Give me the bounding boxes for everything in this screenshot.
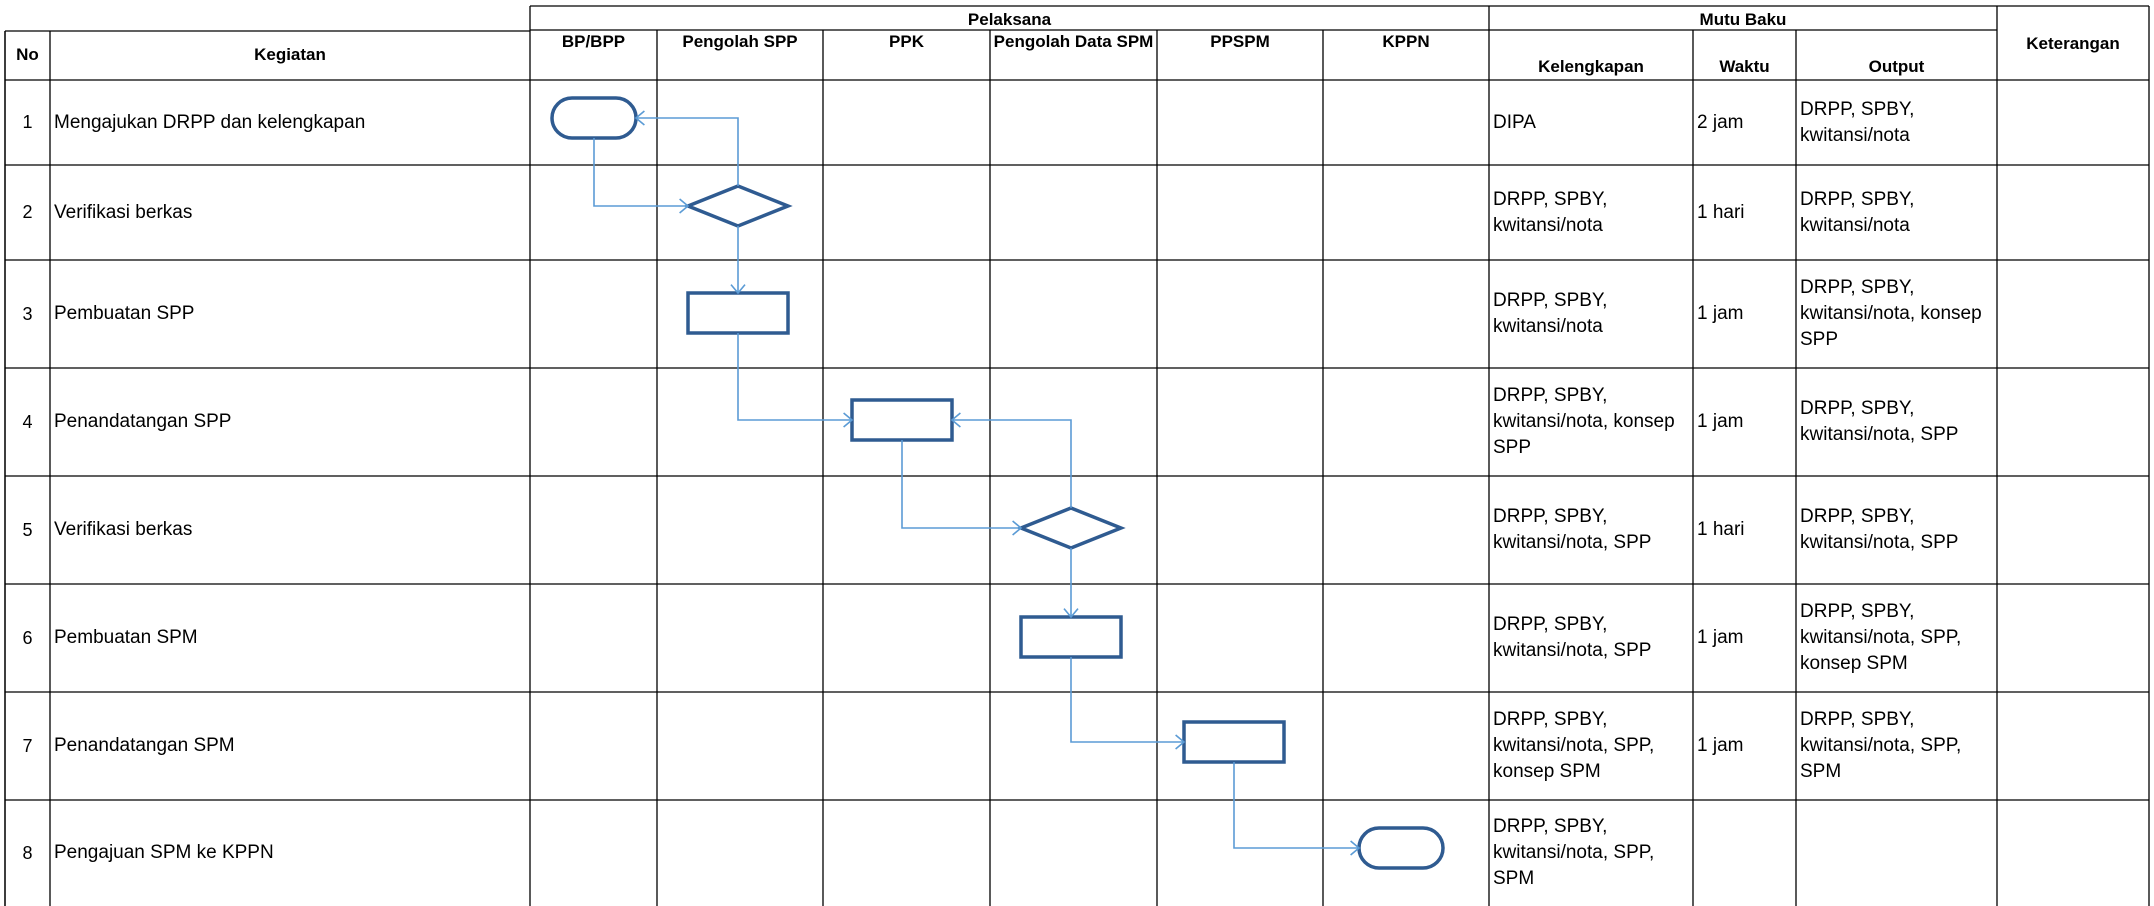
process-shape-s3 xyxy=(688,293,788,333)
row-number: 6 xyxy=(22,627,33,648)
row-kelengkapan: DRPP, SPBY, kwitansi/nota xyxy=(1493,188,1608,236)
row-waktu: 1 hari xyxy=(1697,519,1745,540)
row-waktu: 1 jam xyxy=(1697,735,1744,756)
header-lane-2: PPK xyxy=(889,32,924,51)
row-number: 7 xyxy=(22,735,33,756)
header-lane-0: BP/BPP xyxy=(561,32,626,51)
row-number: 8 xyxy=(22,842,33,863)
row-waktu: 1 hari xyxy=(1697,201,1745,223)
row-number: 2 xyxy=(22,202,33,222)
row-kegiatan: Verifikasi berkas xyxy=(54,519,193,540)
row-output: DRPP, SPBY, kwitansi/nota, SPP xyxy=(1800,398,1959,445)
row-waktu: 1 jam xyxy=(1697,303,1744,324)
header-lane-3: Pengolah Data SPM xyxy=(993,32,1154,51)
header-mutu-baku: Mutu Baku xyxy=(1699,10,1787,29)
connector-line-4 xyxy=(902,440,1021,528)
row-waktu: 2 jam xyxy=(1697,111,1744,133)
row-kegiatan: Mengajukan DRPP dan kelengkapan xyxy=(54,111,366,133)
row-kegiatan: Pembuatan SPP xyxy=(54,303,195,324)
row-kelengkapan: DRPP, SPBY, kwitansi/nota, konsep SPP xyxy=(1493,385,1675,458)
header-mutu-0: Kelengkapan xyxy=(1538,57,1644,76)
terminator-shape-s8 xyxy=(1359,828,1443,868)
connector-line-5 xyxy=(952,420,1071,508)
row-waktu: 1 jam xyxy=(1697,411,1744,432)
row-kelengkapan: DRPP, SPBY, kwitansi/nota, SPP xyxy=(1493,506,1652,553)
row-kelengkapan: DRPP, SPBY, kwitansi/nota, SPP, konsep SPM xyxy=(1493,709,1655,782)
row-output: DRPP, SPBY, kwitansi/nota, konsep SPP xyxy=(1800,277,1982,350)
connector-line-7 xyxy=(1071,657,1184,742)
connector-line-8 xyxy=(1234,762,1359,848)
row-kelengkapan: DIPA xyxy=(1493,111,1536,133)
connector-line-0 xyxy=(594,138,688,206)
row-kelengkapan: DRPP, SPBY, kwitansi/nota, SPP xyxy=(1493,614,1652,661)
row-kelengkapan: DRPP, SPBY, kwitansi/nota xyxy=(1493,290,1608,337)
row-output: DRPP, SPBY, kwitansi/nota, SPP, SPM xyxy=(1800,709,1962,782)
header-mutu-1: Waktu xyxy=(1719,57,1770,76)
row-output: DRPP, SPBY, kwitansi/nota xyxy=(1800,98,1915,146)
row-kegiatan: Pengajuan SPM ke KPPN xyxy=(54,842,274,863)
terminator-shape-s1 xyxy=(552,98,636,138)
header-no: No xyxy=(16,45,39,64)
row-kegiatan: Verifikasi berkas xyxy=(54,201,193,223)
process-shape-s7 xyxy=(1184,722,1284,762)
decision-shape-s5 xyxy=(1021,508,1121,548)
row-waktu: 1 jam xyxy=(1697,627,1744,648)
header-lane-4: PPSPM xyxy=(1210,32,1270,51)
header-keterangan: Keterangan xyxy=(2026,34,2120,53)
connector-line-3 xyxy=(738,333,852,420)
row-number: 3 xyxy=(22,303,33,324)
row-kegiatan: Pembuatan SPM xyxy=(54,627,198,648)
header-kegiatan: Kegiatan xyxy=(254,45,326,64)
header-lane-1: Pengolah SPP xyxy=(682,32,798,51)
row-number: 1 xyxy=(22,112,33,132)
row-kelengkapan: DRPP, SPBY, kwitansi/nota, SPP, SPM xyxy=(1493,816,1655,889)
connector-line-1 xyxy=(636,118,738,186)
row-output: DRPP, SPBY, kwitansi/nota, SPP xyxy=(1800,506,1959,553)
row-output: DRPP, SPBY, kwitansi/nota, SPP, konsep SPM xyxy=(1800,601,1962,674)
process-shape-s4 xyxy=(852,400,952,440)
header-mutu-2: Output xyxy=(1868,57,1925,76)
decision-shape-s2 xyxy=(688,186,788,226)
process-shape-s6 xyxy=(1021,617,1121,657)
row-kegiatan: Penandatangan SPM xyxy=(54,735,235,756)
header-pelaksana: Pelaksana xyxy=(967,10,1052,29)
row-number: 5 xyxy=(22,519,33,540)
row-kegiatan: Penandatangan SPP xyxy=(54,411,232,432)
row-number: 4 xyxy=(22,411,33,432)
header-lane-5: KPPN xyxy=(1382,32,1430,51)
row-output: DRPP, SPBY, kwitansi/nota xyxy=(1800,188,1915,236)
